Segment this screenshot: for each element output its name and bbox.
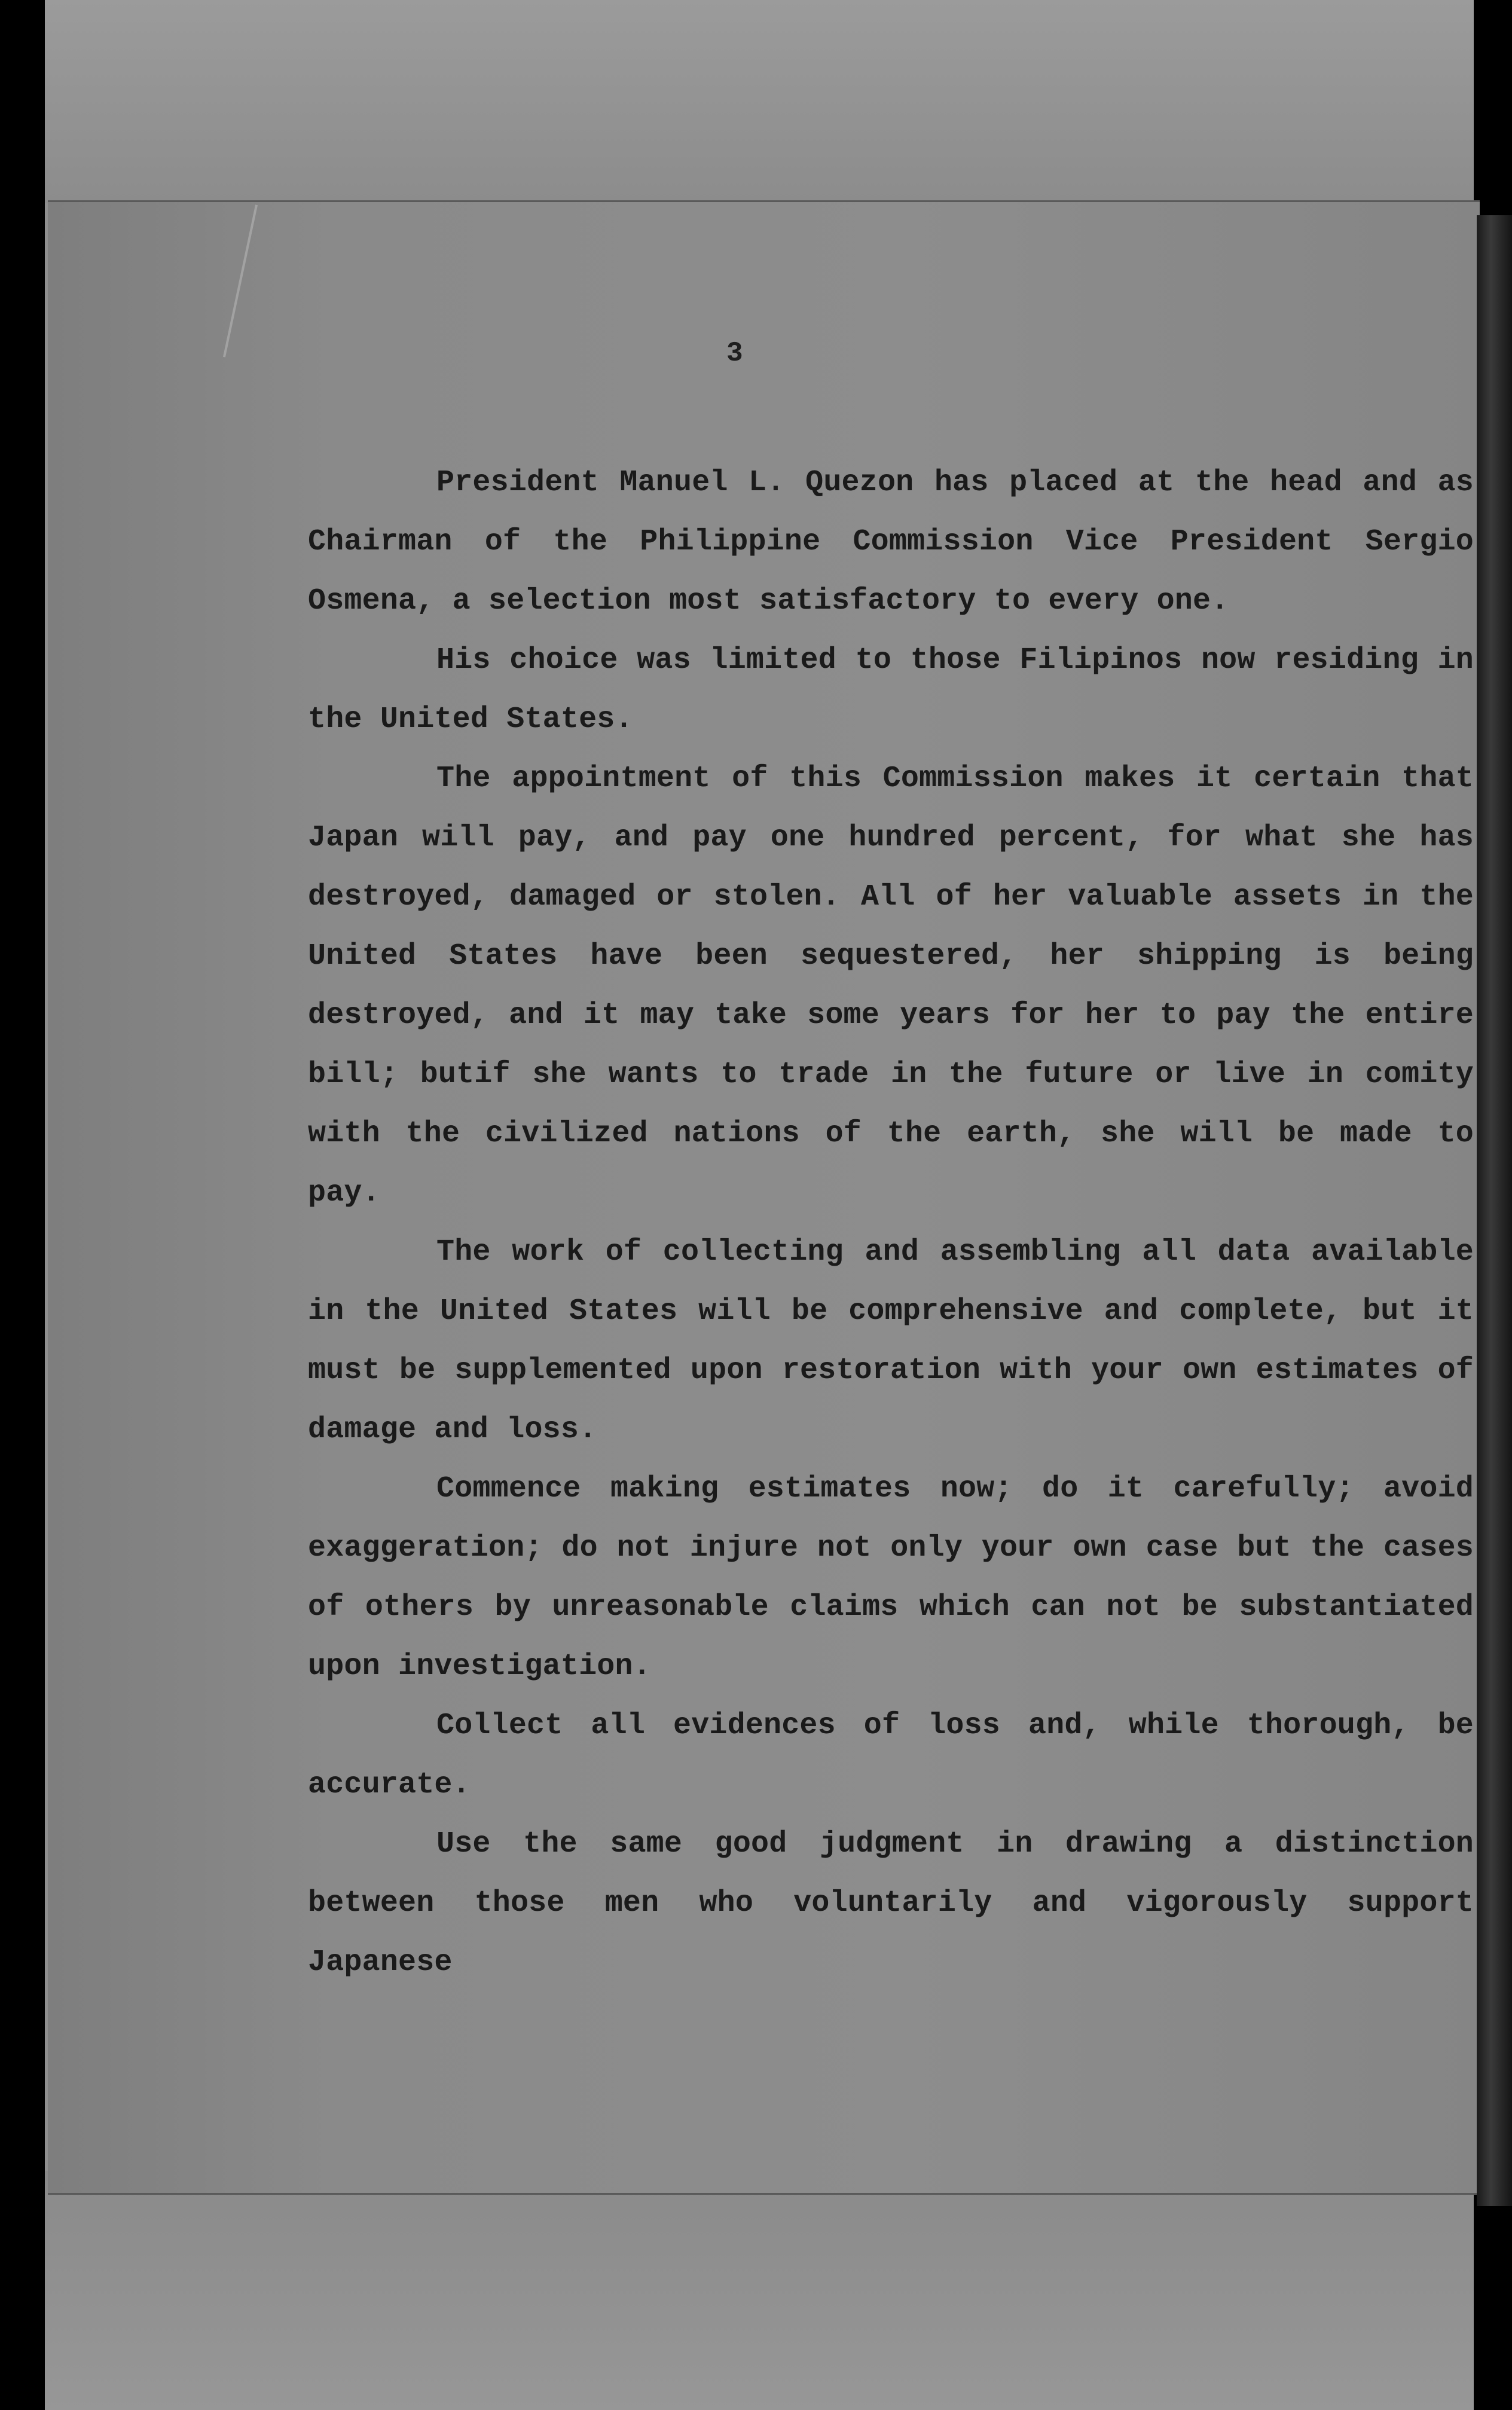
- backing-sheet-bottom: [45, 2171, 1474, 2410]
- paragraph-3: The appointment of this Commission makes it certain that Japan will pay, and pay one hundred percent, for what she has destroyed, damaged or stolen. All of her valuable assets in the United States have been sequestered, her shipping is being destroyed, and it may take some years for her to pay the entire bill; butif she wants to trade in the future or live in comity with the civilized nations of the earth, she will be made to pay.: [308, 762, 1474, 1210]
- paragraph-5: Commence making estimates now; do it carefully; avoid exaggeration; do not injure not only your own case but the cases of others by unreasonable claims which can not be substantiated upon investigation.: [308, 1472, 1474, 1684]
- page-shadow-edge: [1477, 215, 1512, 2206]
- paragraph-6: Collect all evidences of loss and, while thorough, be accurate.: [308, 1709, 1474, 1802]
- letter-body: [308, 453, 1474, 1992]
- paragraph-7: Use the same good judgment in drawing a distinction between those men who voluntarily and vigorously support Japanese: [308, 1827, 1474, 1980]
- paragraph-2: His choice was limited to those Filipinos now residing in the United States.: [308, 643, 1474, 737]
- page-number: 3: [726, 338, 743, 369]
- paragraph-1: President Manuel L. Quezon has placed at the head and as Chairman of the Philippine Commission Vice President Sergio Osmena, a selection most satisfactory to every one.: [308, 466, 1474, 618]
- paragraph-4: The work of collecting and assembling all data available in the United States will be comprehensive and complete, but it must be supplemented upon restoration with your own estimates of damage and loss.: [308, 1235, 1474, 1447]
- backing-sheet-top: [45, 0, 1474, 203]
